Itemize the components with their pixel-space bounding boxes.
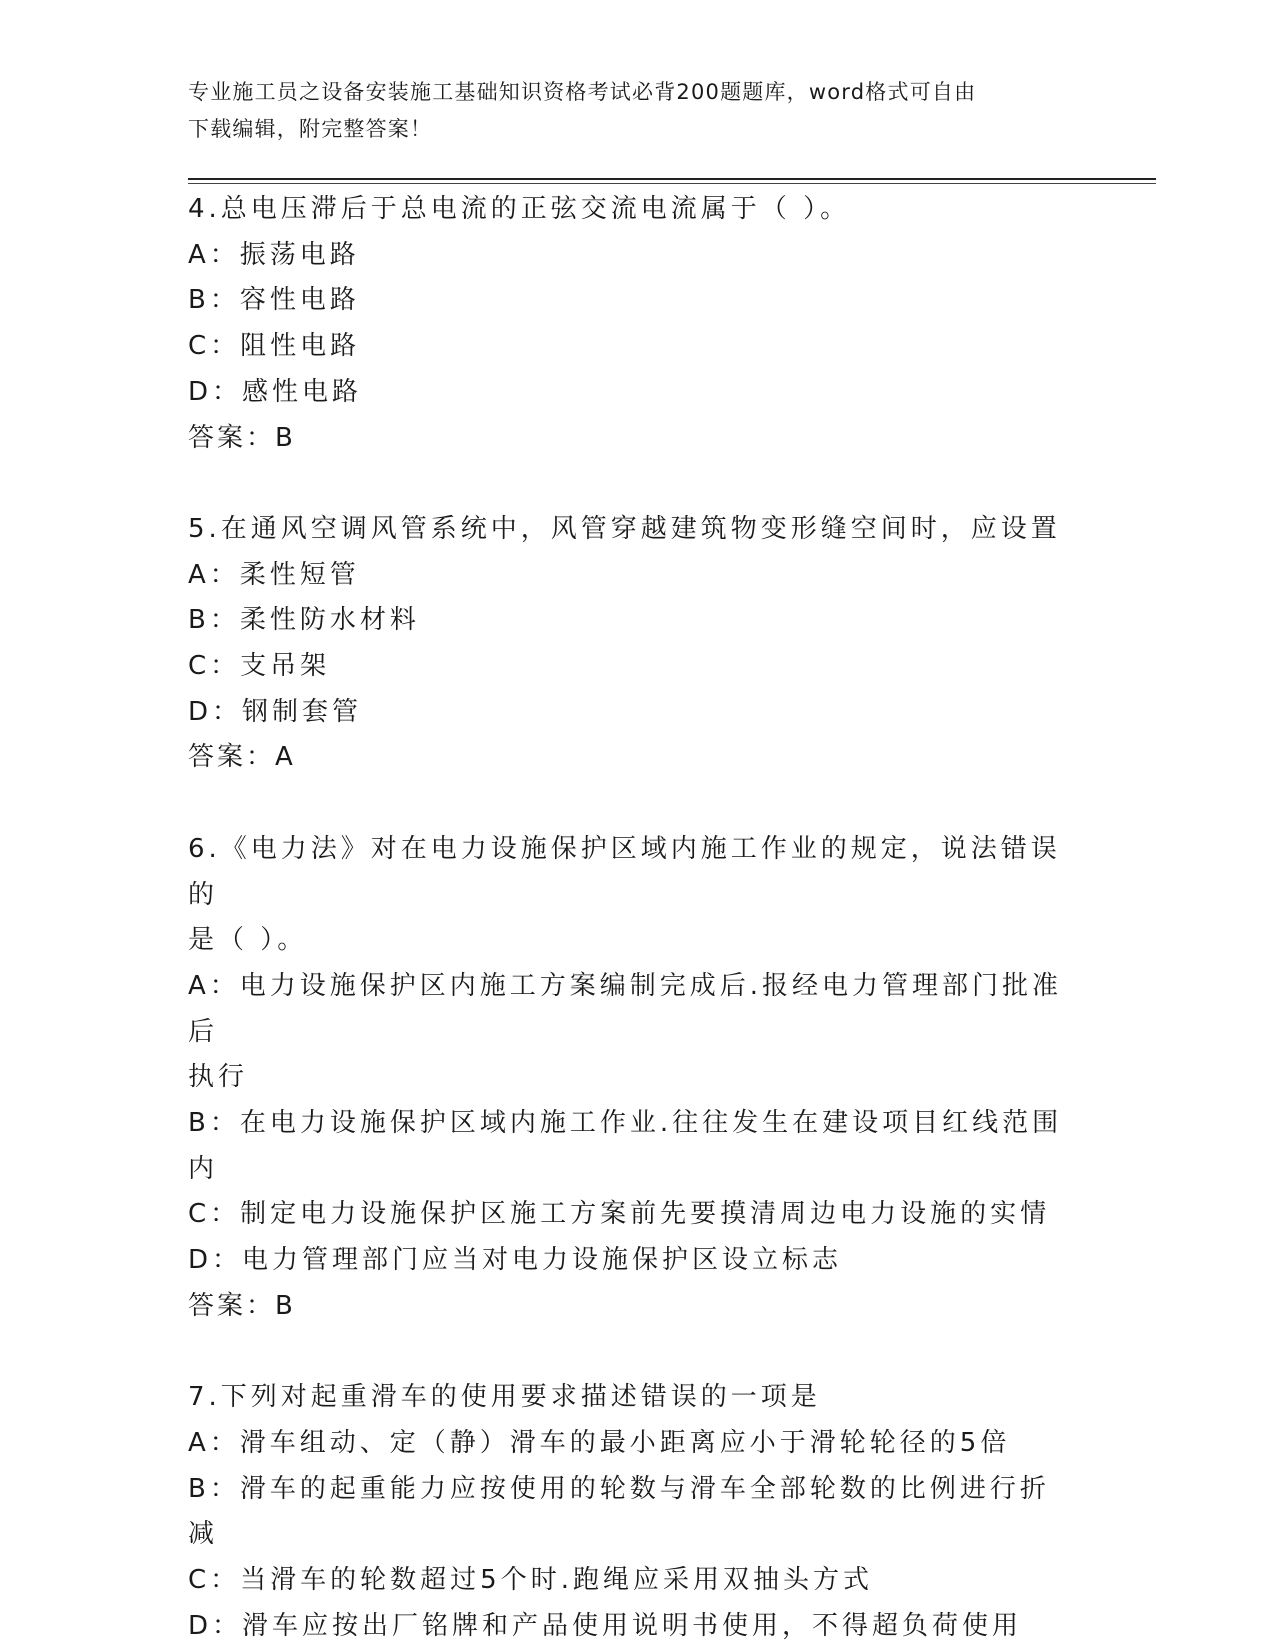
option-c: C：当滑车的轮数超过5个时.跑绳应采用双抽头方式 [188,1565,873,1596]
option-a-cont: 执行 [188,1062,249,1093]
option-b: B：容性电路 [188,285,360,316]
option-b: B：滑车的起重能力应按使用的轮数与滑车全部轮数的比例进行折减 [188,1473,1050,1550]
question-4 [188,187,1068,461]
question-stem: 7.下列对起重滑车的使用要求描述错误的一项是 [188,1382,821,1413]
answer-label: 答案：B [188,1290,296,1321]
header-divider-thick [188,178,1156,180]
answer-label: 答案：B [188,422,296,453]
option-d: D：感性电路 [188,376,363,407]
option-a: A：柔性短管 [188,559,360,590]
document-header [188,74,1068,148]
header-line-2: 下载编辑，附完整答案！ [188,117,433,141]
option-b: B：柔性防水材料 [188,605,420,636]
option-d: D：电力管理部门应当对电力设施保护区设立标志 [188,1245,843,1276]
question-6 [188,827,1068,1330]
option-a: A：振荡电路 [188,239,360,270]
header-line-1: 专业施工员之设备安装施工基础知识资格考试必背200题题库，word格式可自由 [188,80,977,104]
header-divider-thin [188,183,1156,184]
option-d: D：滑车应按出厂铭牌和产品使用说明书使用，不得超负荷使用 [188,1610,1023,1641]
question-stem: 6.《电力法》对在电力设施保护区域内施工作业的规定，说法错误的 [188,833,1061,910]
option-c: C：制定电力设施保护区施工方案前先要摸清周边电力设施的实情 [188,1199,1051,1230]
option-d: D：钢制套管 [188,696,363,727]
question-stem: 4.总电压滞后于总电流的正弦交流电流属于（ ）。 [188,194,851,224]
question-7 [188,1375,1068,1649]
question-stem: 5.在通风空调风管系统中，风管穿越建筑物变形缝空间时，应设置 [188,513,1061,544]
option-c: C：支吊架 [188,651,331,682]
question-stem-cont: 是（ ）。 [188,925,308,956]
option-a: A：电力设施保护区内施工方案编制完成后.报经电力管理部门批准后 [188,970,1063,1047]
question-list [188,187,1068,1649]
option-a: A：滑车组动、定（静）滑车的最小距离应小于滑轮轮径的5倍 [188,1427,1011,1458]
option-c: C：阻性电路 [188,331,361,362]
option-b: B：在电力设施保护区域内施工作业.往往发生在建设项目红线范围内 [188,1108,1063,1184]
question-5 [188,507,1068,781]
answer-label: 答案：A [188,742,296,773]
